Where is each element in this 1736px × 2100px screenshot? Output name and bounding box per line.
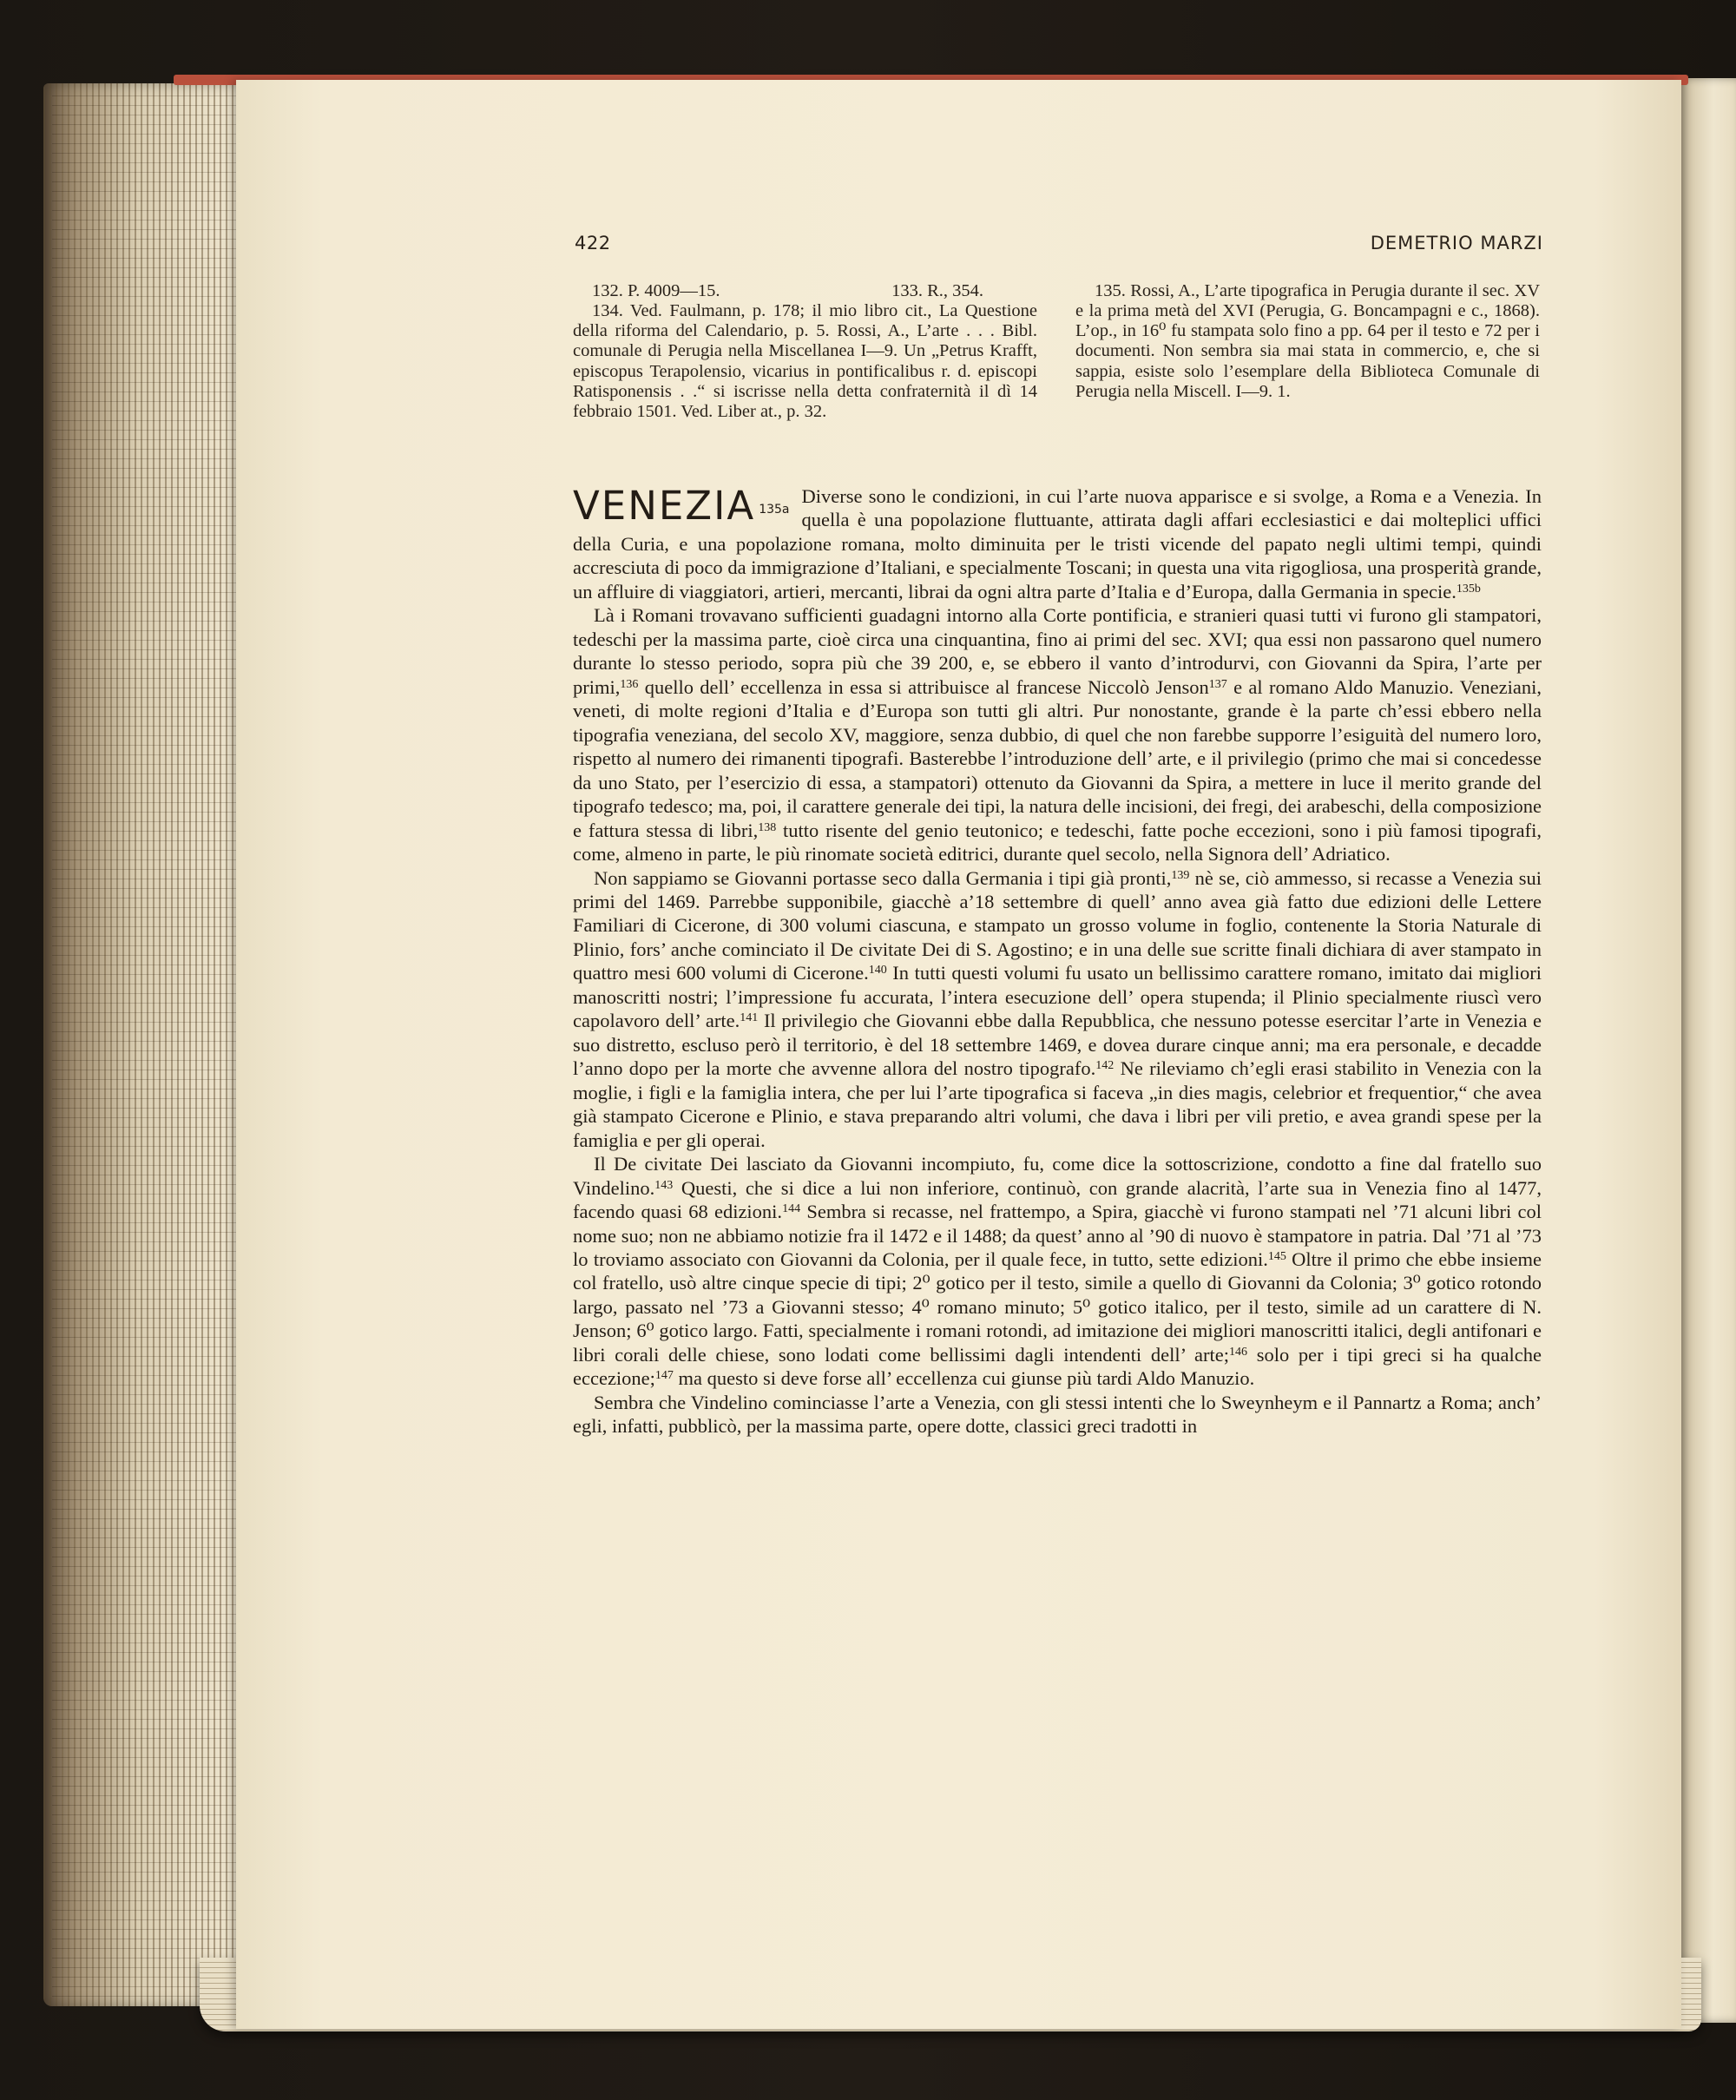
paragraph-3-text-c: In tutti questi volumi fu usato un bellissimo carattere romano, imitato dai migliori manoscritti nostri; l’impressione fu accurata, l’intera esecuzione dell’ opera stupenda; il Plinio specialmente riuscì vero capolavoro dell’ arte. [573,962,1542,1032]
body-text [573,484,1542,1438]
footnote-134: 134. Ved. Faulmann, p. 178; il mio libro cit., La Questione della riforma del Calendario, p. 5. Rossi, A., L’arte . . . Bibl. comunale di Perugia nella Miscellanea I—9. Un „Petrus Krafft, episcopus Terapolensio, vicarius in pontificalibus r. d. episcopi Ratisponensis . .“ si iscrisse nella detta confraternità il dì 14 febbraio 1501. Ved. Liber at., p. 32. [573,301,1037,421]
section-heading [573,483,790,529]
note-ref-137: 137 [1208,677,1227,691]
note-ref-144: 144 [782,1202,801,1216]
next-page-edge [1680,78,1736,2023]
paragraph-2-text-d: tutto risente del genio teutonico; e tedeschi, fatte poche eccezioni, sono i più famosi tipografi, come, almeno in parte, le più rinomate società editrici, durante quel secolo, nella Signora dell’ Adriatico. [573,819,1542,866]
paragraph-3-text-b: nè se, ciò ammesso, si recasse a Venezia sui primi del 1469. Parrebbe supponibile, giacchè a’18 settembre di quell’ anno avea già fatto due edizioni delle Lettere Familiari di Cicerone, di 300 volumi ciascuna, e stampato un grosso volume in foglio, contenente la Storia Naturale di Plinio, fors’ anche cominciato il De civitate Dei di S. Agostino; e in una delle sue scritte finali dichiara di aver stampato in quattro mesi 600 volumi di Cicerone. [573,866,1542,984]
note-ref-139: 139 [1171,868,1190,882]
footnote-132: 132. P. 4009—15. [592,281,720,300]
paragraph-1-text: Diverse sono le condizioni, in cui l’arte nuova apparisce e si svolge, a Roma e a Venezia. In quella è una popolazione fluttuante, attirata dagli affari ecclesiastici e dai molteplici uffici della Curia, e una popolazione romana, molto diminuita per le tristi vicende del papato negli ultimi tempi, quindi accresciuta di poco da immigrazione d’Italiani, e specialmente Toscani; in questa una vita rigogliosa, una prosperità grande, un affluire di viaggiatori, artieri, mercanti, librai da ogni altra parte d’Italia e d’Europa, dalla Germania in specie. [573,485,1542,602]
paragraph-2 [573,603,1542,866]
note-ref-136: 136 [620,677,639,691]
section-heading-title: VENEZIA [573,483,756,529]
footnote-133: 133. R., 354. [891,281,983,300]
paragraph-4-text-f: ma questo si deve forse all’ eccellenza cui giunse più tardi Aldo Manuzio. [673,1367,1255,1390]
note-ref-142: 142 [1095,1059,1115,1073]
book-page-edge-lines [52,95,252,1997]
paragraph-2-text-a: Là i Romani trovavano sufficienti guadagni intorno alla Corte pontificia, e stranieri quasi tutti vi furono gli stampatori, tedeschi per la massima parte, cioè circa una cinquantina, fino ai primi del sec. XVI; qua essi non passarono quel numero durante lo stesso periodo, sopra più che 39 200, e, se ebbero il vanto d’introdurvi, con Giovanni da Spira, l’arte per primi, [573,604,1542,698]
note-ref-147: 147 [654,1369,674,1383]
page-number: 422 [575,233,611,253]
paragraph-4-text-e: solo per i tipi greci si ha qualche eccezione; [573,1343,1542,1390]
note-ref-141: 141 [740,1011,759,1025]
note-ref-138: 138 [758,820,777,834]
paragraph-3-text-a: Non sappiamo se Giovanni portasse seco dalla Germania i tipi già pronti, [594,866,1172,889]
note-ref-145: 145 [1267,1250,1286,1263]
note-ref-135b: 135b [1456,582,1481,596]
footnote-row [573,281,1037,301]
footnotes-right-column [1075,281,1540,422]
paragraph-3-text-e: Ne rileviamo ch’egli erasi stabilito in Venezia con la moglie, i figli e la famiglia intera, che per lui l’arte tipografica si faceva „in dies magis, celebrior et frequentior,“ che avea già stampato Cicerone e Plinio, e stava preparando altri volumi, che dava i libri per vili pretio, e avea grandi spese per la famiglia e per gli operai. [573,1057,1542,1151]
section-heading-note: 135a [759,503,790,517]
paragraph-3 [573,866,1542,1153]
note-ref-140: 140 [868,964,887,978]
paragraph-2-text-c: e al romano Aldo Manuzio. Veneziani, veneti, di molte regioni d’Italia e d’Europa son tutti gli altri. Pur nonostante, grande è la parte ch’essi ebbero nella tipografia veneziana, del secolo XV, maggiore, senza dubbio, di quel che non farebbe supporre l’esiguità del numero loro, rispetto al numero dei rimanenti tipografi. Basterebbe l’introduzione dell’ arte, e il privilegio (primo che mai si concedesse da uno Stato, per l’esercizio di essa, a stampatori) ottenuto da Giovanni da Spira, a mettere in luce il merito grande del tipografo tedesco; ma, poi, il carattere generale dei tipi, la natura delle incisioni, dei fregi, dei arabeschi, della composizione e fattura stessa di libri, [573,675,1542,841]
footnote-135: 135. Rossi, A., L’arte tipografica in Perugia durante il sec. XV e la prima metà del XVI (Perugia, G. Boncampagni e c., 1868). L’op., in 16⁰ fu stampata solo fino a pp. 64 per il testo e 72 per i documenti. Non sembra sia mai stata in commercio, e, che si sappia, esiste solo l’esemplare della Biblioteca Comunale di Perugia nella Miscell. I—9. 1. [1075,281,1540,401]
paragraph-4-text-b: Questi, che si dice a lui non inferiore, continuò, con grande alacrità, l’arte sua in Venezia fino al 1477, facendo quasi 68 edizioni. [573,1176,1542,1223]
footnotes-left-column [573,281,1037,422]
paragraph-4-text-a: Il De civitate Dei lasciato da Giovanni incompiuto, fu, come dice la sottoscrizione, condotto a fine dal fratello suo Vindelino. [573,1153,1542,1199]
paragraph-5: Sembra che Vindelino cominciasse l’arte a Venezia, con gli stessi intenti che lo Sweynheym e il Pannartz a Roma; anch’ egli, infatti, pubblicò, per la massima parte, opere dotte, classici greci tradotti in [573,1391,1542,1438]
paragraph-3-text-d: Il privilegio che Giovanni ebbe dalla Repubblica, che nessuno potesse esercitar l’arte in Venezia e suo distretto, escluso però il territorio, è del 18 settembre 1469, e dovea durare cinque anni; ma era personale, e decadde l’anno dopo per la morte che avvenne allora del nostro tipografo. [573,1010,1542,1080]
paragraph-4-text-c: Sembra si recasse, nel frattempo, a Spira, giacchè vi furono stampati nel ’71 alcuni libri col nome suo; non ne abbiamo notizie fra il 1472 e il 1488; da quest’ anno al ’90 di nuovo è stampatore in patria. Dal ’71 al ’73 lo troviamo associato con Giovanni da Colonia, per il quale fece, in tutto, sette edizioni. [573,1201,1542,1270]
note-ref-146: 146 [1229,1345,1248,1359]
paragraph-2-text-b: quello dell’ eccellenza in essa si attribuisce al francese Niccolò Jenson [638,675,1209,698]
footnotes [573,281,1540,422]
paragraph-4 [573,1152,1542,1391]
note-ref-143: 143 [654,1178,674,1192]
paragraph-4-text-d: Oltre il primo che ebbe insieme col fratello, usò altre cinque specie di tipi; 2⁰ gotico per il testo, simile a quello di Giovanni da Colonia; 3⁰ gotico rotondo largo, passato nel ’73 a Giovanni stesso; 4⁰ romano minuto; 5⁰ gotico italico, per il testo, simile ad un carattere di N. Jenson; 6⁰ gotico largo. Fatti, specialmente i romani rotondi, ad imitazione dei migliori manoscritti italici, degli antifonari e libri corali delle chiese, sono lodati come bellissimi dagli intendenti dell’ arte; [573,1248,1542,1366]
running-head: DEMETRIO MARZI [1370,233,1543,253]
